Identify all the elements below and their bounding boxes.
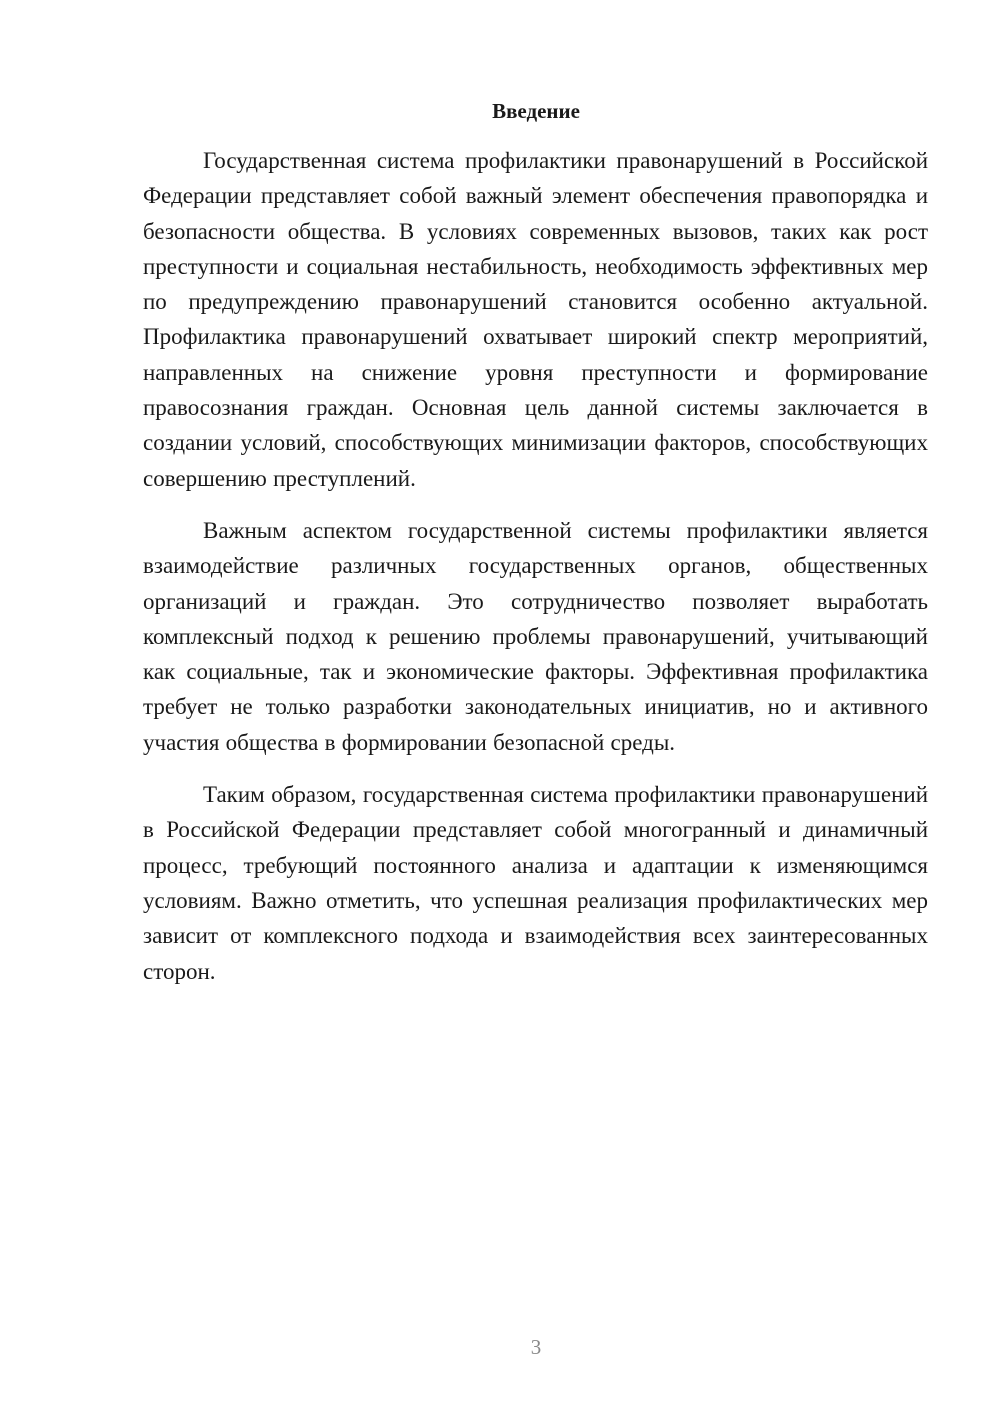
section-title: Введение: [492, 99, 580, 123]
paragraph: Важным аспектом государственной системы профилактики является взаимодействие различных государственных органов, общественных организаций и граждан. Это сотрудничество позволяет выработать комплексный подход к решению проблемы правонарушений, учитывающий как социальные, так и экономические факторы. Эффективная профилактика требует не только разработки законодательных инициатив, но и активного участия общества в формировании безопасной среды.: [143, 517, 928, 755]
paragraph: Таким образом, государственная система профилактики правонарушений в Российской Федерации представляет собой многогранный и динамичный процесс, требующий постоянного анализа и адаптации к изменяющимся условиям. Важно отметить, что успешная реализация профилактических мер зависит от комплексного подхода и взаимодействия всех заинтересованных сторон.: [143, 782, 928, 984]
paragraph: Государственная система профилактики правонарушений в Российской Федерации представляет собой важный элемент обеспечения правопорядка и безопасности общества. В условиях современных вызовов, таких как рост преступности и социальная нестабильность, необходимость эффективных мер по предупреждению правонарушений становится особенно актуальной. Профилактика правонарушений охватывает широкий спектр мероприятий, направленных на снижение уровня преступности и формирование правосознания граждан. Основная цель данной системы заключается в создании условий, способствующих минимизации факторов, способствующих совершению преступлений.: [143, 148, 928, 491]
body-text: [143, 143, 928, 1006]
page-number: 3: [530, 1335, 542, 1359]
